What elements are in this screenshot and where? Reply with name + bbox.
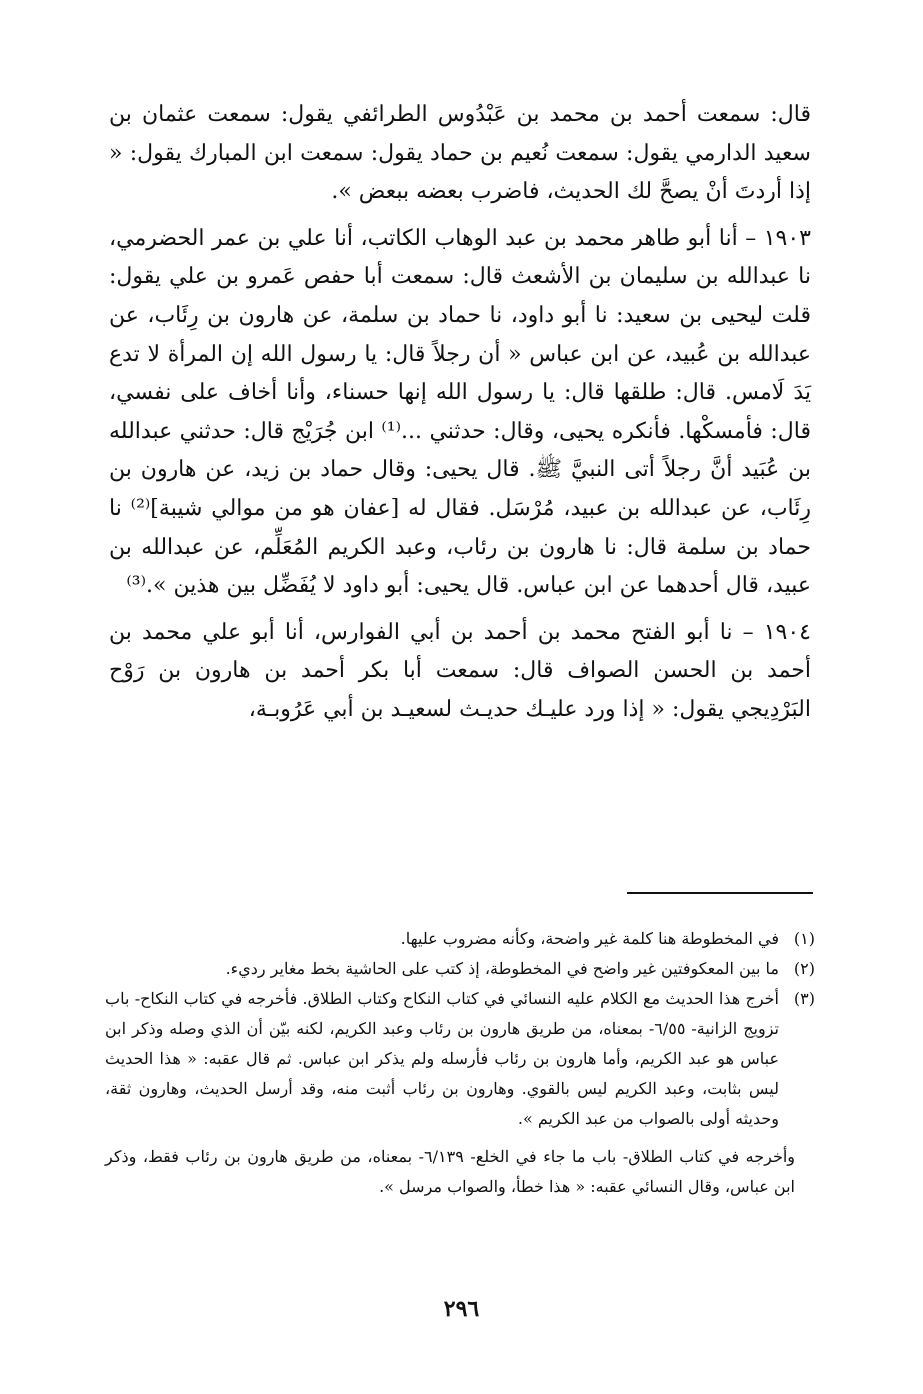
footnote-3	[105, 984, 815, 1134]
footnote-number: (١)	[793, 929, 815, 948]
footnote-text: أخرج هذا الحديث مع الكلام عليه النسائي في كتاب النكاح وكتاب الطلاق. فأخرجه في كتاب النكاح- باب تزويج الزانية- ٦/٥٥- بمعناه، من طريق هارون بن رئاب وعبد الكريم، لكنه بيّن أن الذي وصله وذكر ابن عباس هو عبد الكريم، وأما هارون بن رئاب فأرسله ولم يذكر ابن عباس. ثم قال عقبه: « هذا الحديث ليس بثابت، وعبد الكريم ليس بالقوي. وهارون بن رئاب أثبت منه، وقد أرسل الحديث، وهارون ثقة، وحديثه أولى بالصواب من عبد الكريم ».	[105, 989, 779, 1128]
footnote-text: ما بين المعكوفتين غير واضح في المخطوطة، إذ كتب على الحاشية بخط مغاير رديء.	[225, 959, 779, 978]
paragraph-1903: ١٩٠٣ – أنا أبو طاهر محمد بن عبد الوهاب الكاتب، أنا علي بن عمر الحضرمي، نا عبدالله بن سليمان بن الأشعث قال: سمعت أبا حفص عَمرو بن علي يقول: قلت ليحيى بن سعيد: نا أبو داود، نا حماد بن سلمة، عن هارون بن رِئَاب، عن عبدالله بن عُبيد، عن ابن عباس « أن رجلاً قال: يا رسول الله إن المرأة لا تدع يَدَ لَامس. قال: طلقها قال: يا رسول الله إنها حسناء، وأنا أخاف على نفسي، قال: فأمسكْها. فأنكره يحيى، وقال: حدثني ...⁽¹⁾ ابن جُرَيْج قال: حدثني عبدالله بن عُبَيد أنَّ رجلاً أتى النبيَّ ﷺ. قال يحيى: وقال حماد بن زيد، عن هارون بن رِئَاب، عن عبدالله بن عبيد، مُرْسَل. فقال له [عفان هو من موالي شيبة]⁽²⁾ نا حماد بن سلمة قال: نا هارون بن رئاب، وعبد الكريم المُعَلِّم، عن عبدالله بن عبيد، قال أحدهما عن ابن عباس. قال يحيى: أبو داود لا يُفَضِّل بين هذين ».⁽³⁾	[109, 225, 812, 599]
footnote-number: (٣)	[793, 989, 815, 1008]
footnote-3-continuation: وأخرجه في كتاب الطلاق- باب ما جاء في الخلع- ٦/١٣٩- بمعناه، من طريق هارون بن رئاب فقط، وذكر ابن عباس، وقال النسائي عقبه: « هذا خطأ، والصواب مرسل ».	[105, 1147, 796, 1196]
paragraph-1904: ١٩٠٤ – نا أبو الفتح محمد بن أحمد بن أبي الفوارس، أنا أبو علي محمد بن أحمد بن الحسن الصواف قال: سمعت أبا بكر أحمد بن هارون بن رَوْح البَرْدِيجي يقول: « إذا ورد عليـك حديـث لسعيـد بن أبي عَرُوبـة،	[109, 619, 811, 722]
page-number: ٢٩٦	[443, 1296, 480, 1322]
footnote-2	[105, 954, 815, 984]
footnote-number: (٢)	[793, 959, 815, 978]
footnotes-section	[105, 924, 815, 1202]
footnote-1	[105, 924, 815, 954]
main-text-body	[109, 96, 811, 730]
footnote-divider	[627, 892, 813, 894]
paragraph-intro: قال: سمعت أحمد بن محمد بن عَبْدُوس الطرائفي يقول: سمعت عثمان بن سعيد الدارمي يقول: سمعت نُعيم بن حماد يقول: سمعت ابن المبارك يقول: « إذا أردتَ أنْ يصحَّ لك الحديث، فاضرب بعضه ببعض ».	[109, 102, 811, 205]
footnote-text: في المخطوطة هنا كلمة غير واضحة، وكأنه مضروب عليها.	[400, 929, 779, 948]
